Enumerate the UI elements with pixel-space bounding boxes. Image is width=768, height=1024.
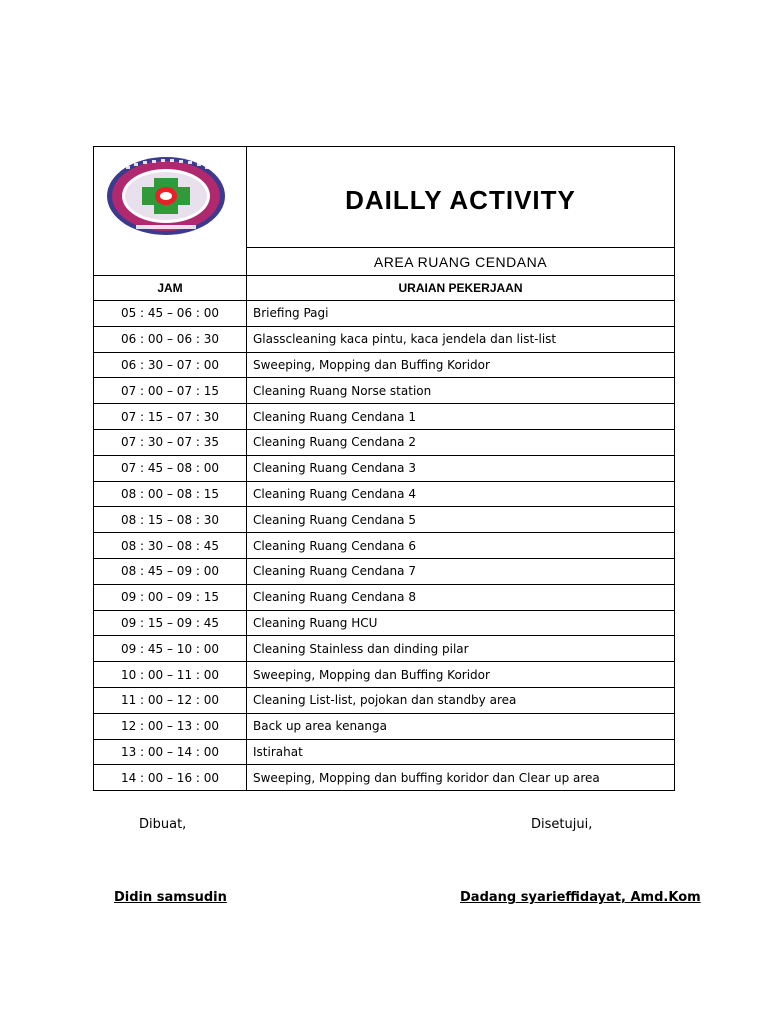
task-cell: Sweeping, Mopping dan Buffing Koridor xyxy=(247,662,675,688)
task-cell: Cleaning Ruang HCU xyxy=(247,610,675,636)
task-cell: Cleaning Stainless dan dinding pilar xyxy=(247,636,675,662)
task-cell: Cleaning Ruang Cendana 8 xyxy=(247,584,675,610)
table-row xyxy=(94,352,675,378)
task-cell: Cleaning List-list, pojokan dan standby area xyxy=(247,687,675,713)
time-cell: 05 : 45 – 06 : 00 xyxy=(94,301,247,327)
time-cell: 08 : 00 – 08 : 15 xyxy=(94,481,247,507)
table-row xyxy=(94,429,675,455)
task-cell: Sweeping, Mopping dan buffing koridor dan Clear up area xyxy=(247,765,675,791)
table-row xyxy=(94,662,675,688)
table-row xyxy=(94,610,675,636)
task-cell: Cleaning Ruang Cendana 1 xyxy=(247,404,675,430)
table-row xyxy=(94,739,675,765)
table-row xyxy=(94,301,675,327)
task-cell: Cleaning Ruang Cendana 2 xyxy=(247,429,675,455)
time-cell: 11 : 00 – 12 : 00 xyxy=(94,687,247,713)
time-cell: 09 : 00 – 09 : 15 xyxy=(94,584,247,610)
time-cell: 08 : 45 – 09 : 00 xyxy=(94,558,247,584)
task-cell: Istirahat xyxy=(247,739,675,765)
table-row xyxy=(94,378,675,404)
table-row xyxy=(94,636,675,662)
column-header-jam: JAM xyxy=(94,276,247,301)
time-cell: 07 : 30 – 07 : 35 xyxy=(94,429,247,455)
time-cell: 06 : 00 – 06 : 30 xyxy=(94,326,247,352)
table-row xyxy=(94,584,675,610)
task-cell: Briefing Pagi xyxy=(247,301,675,327)
logo-cell xyxy=(94,147,247,276)
task-cell: Cleaning Ruang Cendana 3 xyxy=(247,455,675,481)
time-cell: 09 : 45 – 10 : 00 xyxy=(94,636,247,662)
table-row xyxy=(94,533,675,559)
time-cell: 07 : 45 – 08 : 00 xyxy=(94,455,247,481)
task-cell: Sweeping, Mopping dan Buffing Koridor xyxy=(247,352,675,378)
task-cell: Cleaning Ruang Cendana 4 xyxy=(247,481,675,507)
hospital-logo-icon xyxy=(106,156,226,236)
time-cell: 07 : 00 – 07 : 15 xyxy=(94,378,247,404)
page-title: DAILLY ACTIVITY xyxy=(247,147,675,248)
approved-by-name: Dadang syarieffidayat, Amd.Kom xyxy=(460,890,701,905)
activity-document xyxy=(93,146,675,791)
table-row xyxy=(94,507,675,533)
time-cell: 09 : 15 – 09 : 45 xyxy=(94,610,247,636)
time-cell: 08 : 15 – 08 : 30 xyxy=(94,507,247,533)
column-header-uraian: URAIAN PEKERJAAN xyxy=(247,276,675,301)
task-cell: Cleaning Ruang Cendana 5 xyxy=(247,507,675,533)
task-cell: Cleaning Ruang Cendana 7 xyxy=(247,558,675,584)
task-cell: Cleaning Ruang Norse station xyxy=(247,378,675,404)
time-cell: 13 : 00 – 14 : 00 xyxy=(94,739,247,765)
task-cell: Cleaning Ruang Cendana 6 xyxy=(247,533,675,559)
table-row xyxy=(94,558,675,584)
activity-table xyxy=(93,146,675,791)
made-by-label: Dibuat, xyxy=(139,817,187,832)
task-cell: Back up area kenanga xyxy=(247,713,675,739)
approved-by-label: Disetujui, xyxy=(531,817,593,832)
table-row xyxy=(94,404,675,430)
table-row xyxy=(94,765,675,791)
time-cell: 07 : 15 – 07 : 30 xyxy=(94,404,247,430)
time-cell: 06 : 30 – 07 : 00 xyxy=(94,352,247,378)
task-cell: Glasscleaning kaca pintu, kaca jendela dan list-list xyxy=(247,326,675,352)
table-row xyxy=(94,455,675,481)
time-cell: 08 : 30 – 08 : 45 xyxy=(94,533,247,559)
time-cell: 12 : 00 – 13 : 00 xyxy=(94,713,247,739)
table-row xyxy=(94,713,675,739)
table-row xyxy=(94,326,675,352)
table-row xyxy=(94,481,675,507)
made-by-name: Didin samsudin xyxy=(114,890,227,905)
time-cell: 10 : 00 – 11 : 00 xyxy=(94,662,247,688)
time-cell: 14 : 00 – 16 : 00 xyxy=(94,765,247,791)
area-subtitle: AREA RUANG CENDANA xyxy=(247,248,675,276)
table-row xyxy=(94,687,675,713)
